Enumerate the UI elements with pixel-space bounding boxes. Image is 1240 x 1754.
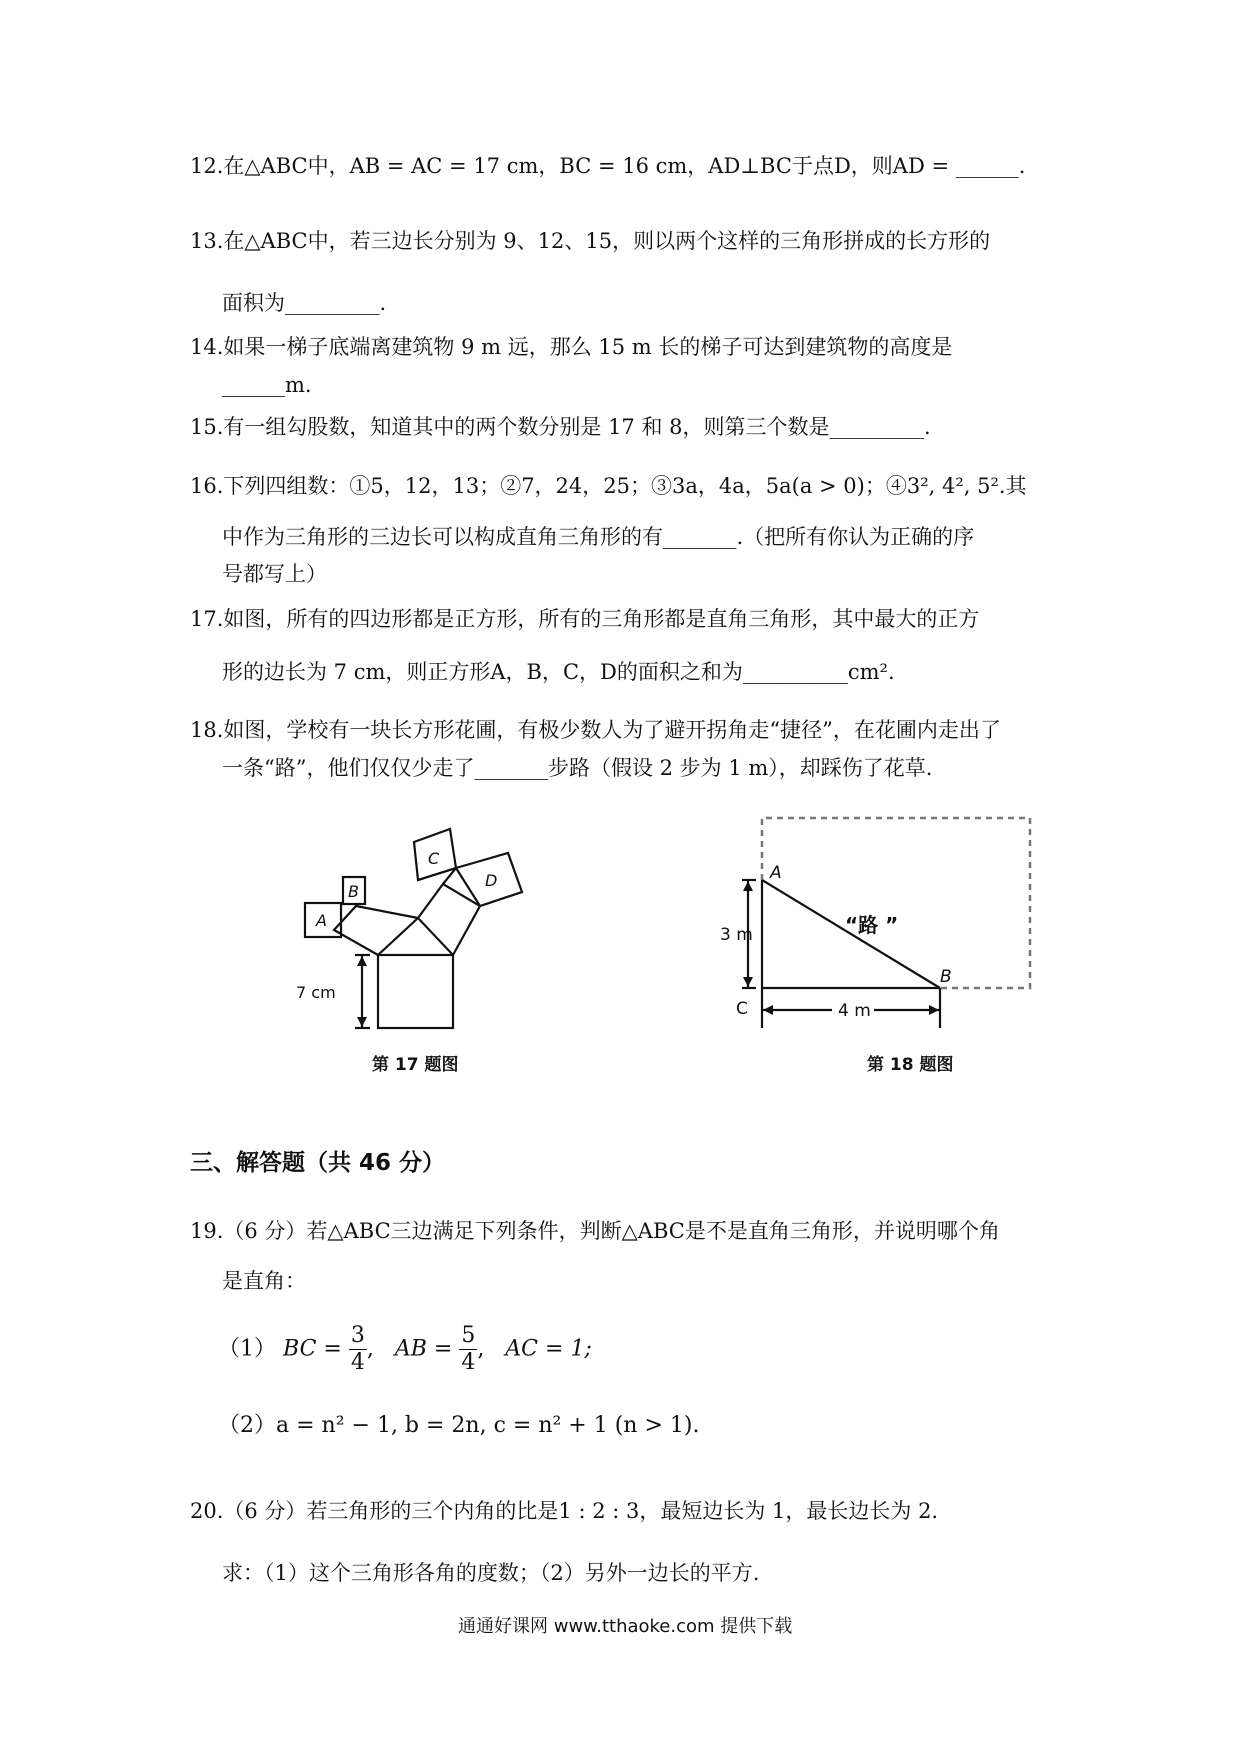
largest-square bbox=[378, 955, 453, 1028]
part1-ac: AC = 1; bbox=[505, 1336, 592, 1362]
figure-18-caption: 第 18 题图 bbox=[867, 1055, 954, 1075]
label-c: C bbox=[428, 849, 440, 868]
figure-18 bbox=[700, 800, 1040, 1060]
label-road: “路 ” bbox=[845, 913, 899, 937]
question-18-line1: 18.如图，学校有一块长方形花圃，有极少数人为了避开拐角走“捷径”，在花圃内走出了 bbox=[190, 718, 1001, 742]
question-16-line3: 号都写上） bbox=[222, 562, 327, 586]
question-12: 12.在△ABC中，AB = AC = 17 cm，BC = 16 cm，AD⊥BC于点D，则AD = ______. bbox=[190, 154, 1026, 178]
question-15: 15.有一组勾股数，知道其中的两个数分别是 17 和 8，则第三个数是_________. bbox=[190, 415, 931, 439]
question-14-line1: 14.如果一梯子底端离建筑物 9 m 远，那么 15 m 长的梯子可达到建筑物的高度是 bbox=[190, 335, 953, 359]
label-a: A bbox=[770, 863, 782, 883]
question-16-line1: 16.下列四组数：①5，12，13；②7，24，25；③3a，4a，5a(a > 0)；④3², 4², 5².其 bbox=[190, 474, 1027, 498]
question-16-line2: 中作为三角形的三边长可以构成直角三角形的有_______.（把所有你认为正确的序 bbox=[222, 525, 975, 549]
label-width: 4 m bbox=[838, 1001, 871, 1021]
label-c: C bbox=[736, 999, 748, 1019]
question-17-line1: 17.如图，所有的四边形都是正方形，所有的三角形都是直角三角形，其中最大的正方 bbox=[190, 607, 980, 631]
part1-label: （1） bbox=[218, 1336, 276, 1362]
footer-text: 通通好课网 www.tthaoke.com 提供下载 bbox=[458, 1616, 793, 1637]
question-19-line1: 19.（6 分）若△ABC三边满足下列条件，判断△ABC是不是直角三角形，并说明哪个角 bbox=[190, 1219, 1000, 1243]
figure-17-caption: 第 17 题图 bbox=[372, 1055, 459, 1075]
fraction-bc: $\frac{3}{4}$ bbox=[350, 1323, 365, 1375]
right-triangle-main bbox=[378, 918, 453, 955]
figure-17 bbox=[290, 800, 550, 1060]
right-branch bbox=[418, 884, 480, 955]
part1-ab: AB = bbox=[394, 1336, 453, 1362]
question-13-line2: 面积为_________. bbox=[222, 291, 387, 315]
question-18-line2: 一条“路”，他们仅仅少走了_______步路（假设 2 步为 1 m），却踩伤了花草. bbox=[222, 756, 933, 780]
section-title: 三、解答题（共 46 分） bbox=[190, 1150, 446, 1176]
question-20-line1: 20.（6 分）若三角形的三个内角的比是1 : 2 : 3，最短边长为 1，最长边长为 2. bbox=[190, 1499, 939, 1523]
question-19-part1: （1） BC = $\frac{3}{4}$ , AB = $\frac{5}{4}$ , AC = 1; bbox=[218, 1323, 592, 1375]
question-14-line2: ______m. bbox=[222, 373, 312, 397]
label-side-length: 7 cm bbox=[296, 983, 336, 1002]
label-b: B bbox=[940, 967, 952, 987]
label-b: B bbox=[348, 882, 359, 901]
question-20-line2: 求：（1）这个三角形各角的度数；（2）另外一边长的平方. bbox=[222, 1561, 760, 1585]
part1-bc: BC = bbox=[283, 1336, 342, 1362]
label-d: D bbox=[485, 871, 498, 890]
question-19-line2: 是直角： bbox=[222, 1269, 306, 1293]
label-a: A bbox=[316, 911, 327, 930]
question-13-line1: 13.在△ABC中，若三边长分别为 9、12、15，则以两个这样的三角形拼成的长方形的 bbox=[190, 229, 991, 253]
question-19-part2: （2）a = n² − 1, b = 2n, c = n² + 1 (n > 1). bbox=[218, 1413, 700, 1438]
question-17-line2: 形的边长为 7 cm，则正方形A，B，C，D的面积之和为__________cm². bbox=[222, 660, 895, 684]
label-height: 3 m bbox=[720, 925, 753, 945]
fraction-ab: $\frac{5}{4}$ bbox=[461, 1323, 476, 1375]
